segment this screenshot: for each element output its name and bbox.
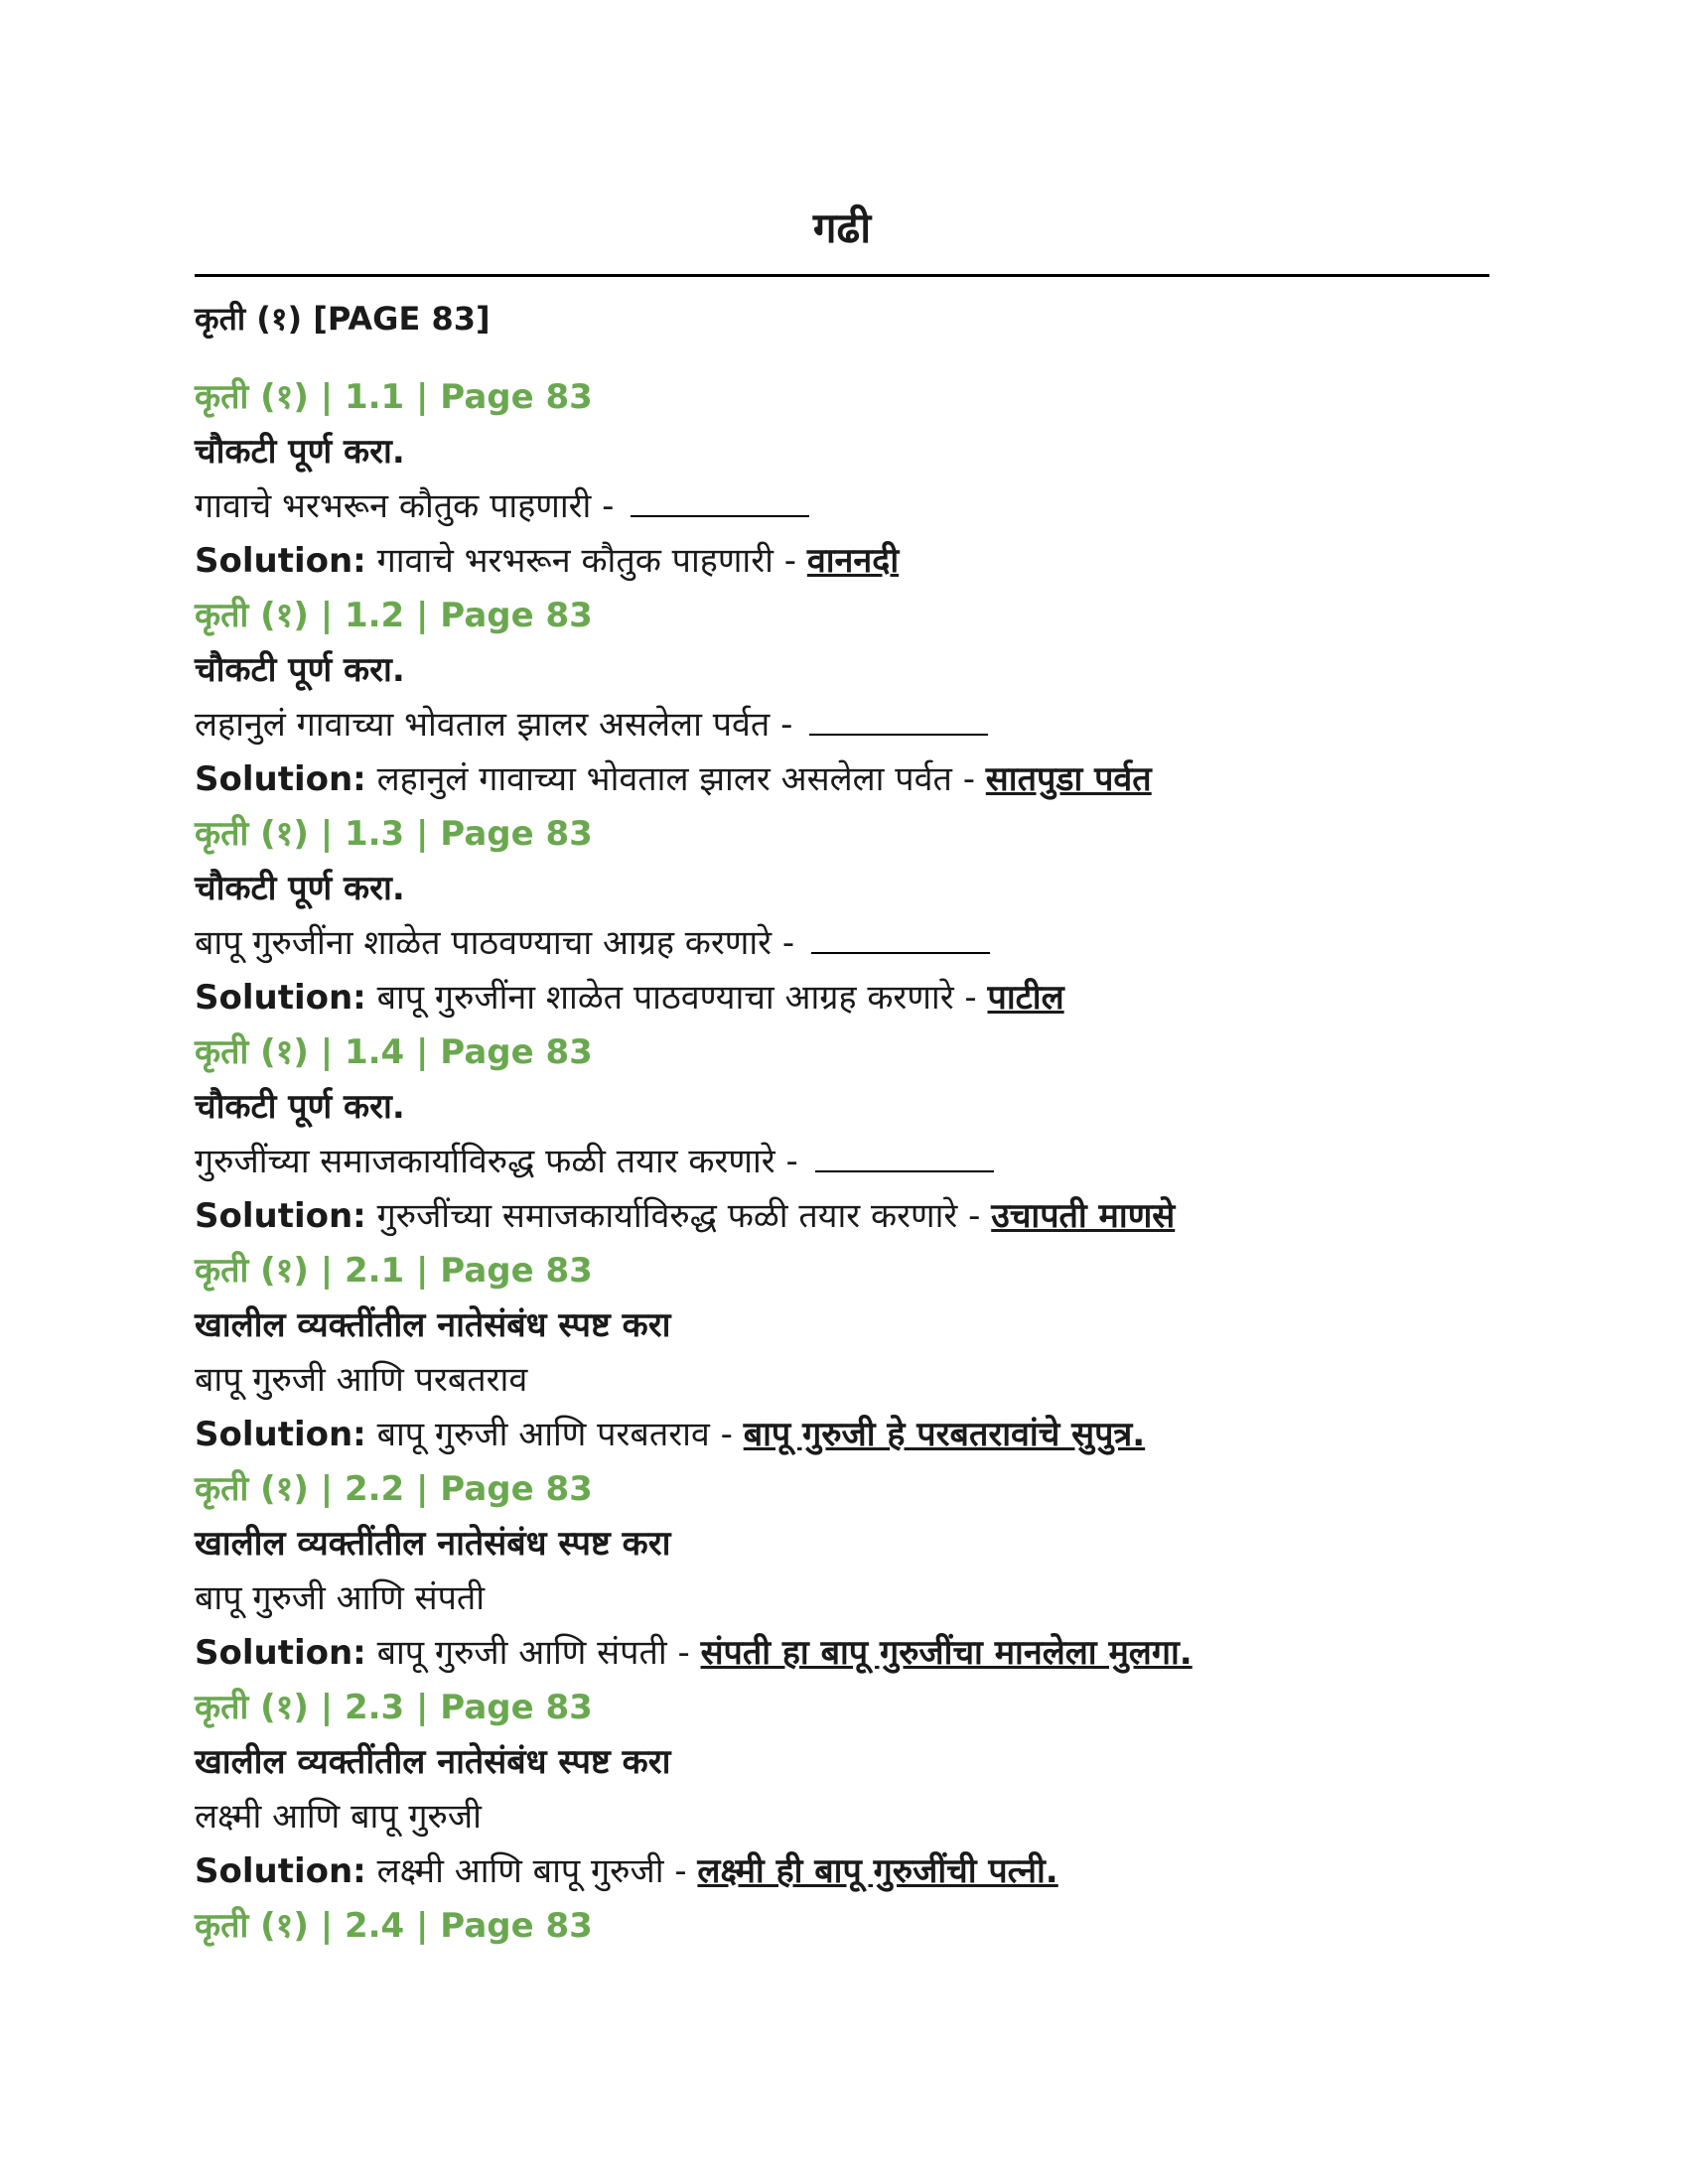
question-instruction: खालील व्यक्तींतील नातेसंबंध स्पष्ट करा	[195, 1742, 671, 1782]
question-item	[195, 807, 1489, 1025]
solution-label: Solution:	[195, 1633, 366, 1673]
question-list	[195, 370, 1489, 1954]
question-reference: कृती (१) | 2.3 | Page 83	[195, 1688, 593, 1727]
question-prompt: गावाचे भरभरून कौतुक पाहणारी -	[195, 486, 626, 526]
solution-line	[195, 971, 1489, 1025]
question-text	[195, 1790, 1489, 1844]
question-instruction: खालील व्यक्तींतील नातेसंबंध स्पष्ट करा	[195, 1524, 671, 1564]
title-divider	[195, 274, 1489, 277]
question-text	[195, 698, 1489, 752]
solution-label: Solution:	[195, 541, 366, 581]
question-text	[195, 1571, 1489, 1626]
question-item	[195, 1025, 1489, 1244]
solution-line	[195, 1844, 1489, 1899]
question-instruction: चौकटी पूर्ण करा.	[195, 432, 405, 472]
question-item	[195, 1681, 1489, 1899]
solution-prompt: गुरुजींच्या समाजकार्याविरुद्ध फळी तयार करणारे -	[365, 1196, 992, 1236]
question-instruction: चौकटी पूर्ण करा.	[195, 869, 405, 908]
question-reference: कृती (१) | 2.2 | Page 83	[195, 1469, 593, 1509]
document-page	[195, 199, 1489, 1954]
solution-answer: संपती हा बापू गुरुजींचा मानलेला मुलगा.	[700, 1633, 1193, 1673]
question-prompt: गुरुजींच्या समाजकार्याविरुद्ध फळी तयार करणारे -	[195, 1142, 809, 1181]
solution-prompt: लहानुलं गावाच्या भोवताल झालर असलेला पर्वत -	[365, 759, 986, 799]
solution-prompt: गावाचे भरभरून कौतुक पाहणारी -	[365, 541, 807, 581]
solution-label: Solution:	[195, 1415, 366, 1454]
question-prompt: लक्ष्मी आणि बापू गुरुजी	[195, 1797, 482, 1837]
question-item	[195, 370, 1489, 589]
question-reference: कृती (१) | 1.4 | Page 83	[195, 1032, 593, 1072]
solution-prompt: बापू गुरुजी आणि संपती -	[365, 1633, 701, 1673]
solution-answer: सातपुडा पर्वत	[985, 759, 1152, 799]
question-prompt: लहानुलं गावाच्या भोवताल झालर असलेला पर्वत -	[195, 705, 804, 745]
solution-answer: लक्ष्मी ही बापू गुरुजींची पत्नी.	[697, 1851, 1058, 1891]
question-instruction: खालील व्यक्तींतील नातेसंबंध स्पष्ट करा	[195, 1305, 671, 1345]
solution-answer: पाटील	[987, 978, 1064, 1018]
answer-blank	[815, 1168, 994, 1172]
question-instruction: चौकटी पूर्ण करा.	[195, 1087, 405, 1127]
section-heading: कृती (१) [PAGE 83]	[195, 300, 491, 338]
question-reference: कृती (१) | 1.3 | Page 83	[195, 814, 593, 854]
question-item	[195, 1462, 1489, 1681]
solution-line	[195, 1626, 1489, 1681]
solution-answer: वाननदी	[806, 541, 900, 581]
solution-line	[195, 752, 1489, 807]
solution-line	[195, 1189, 1489, 1244]
solution-prompt: बापू गुरुजी आणि परबतराव -	[365, 1415, 744, 1454]
answer-blank	[809, 732, 988, 736]
question-text	[195, 479, 1489, 534]
question-item	[195, 1244, 1489, 1462]
solution-prompt: बापू गुरुजींना शाळेत पाठवण्याचा आग्रह करणारे -	[365, 978, 988, 1018]
solution-line	[195, 534, 1489, 589]
question-reference: कृती (१) | 2.4 | Page 83	[195, 1906, 593, 1946]
solution-label: Solution:	[195, 978, 366, 1018]
solution-prompt: लक्ष्मी आणि बापू गुरुजी -	[365, 1851, 698, 1891]
page-title: गढी	[812, 204, 872, 252]
question-item	[195, 589, 1489, 807]
solution-label: Solution:	[195, 759, 366, 799]
solution-answer: उचापती माणसे	[991, 1196, 1176, 1236]
solution-label: Solution:	[195, 1851, 366, 1891]
question-text	[195, 916, 1489, 971]
answer-blank	[631, 513, 809, 517]
question-instruction: चौकटी पूर्ण करा.	[195, 650, 405, 690]
question-prompt: बापू गुरुजी आणि संपती	[195, 1578, 486, 1618]
answer-blank	[811, 950, 990, 954]
solution-label: Solution:	[195, 1196, 366, 1236]
question-reference: कृती (१) | 1.1 | Page 83	[195, 377, 593, 417]
question-reference: कृती (१) | 1.2 | Page 83	[195, 596, 593, 635]
question-reference: कृती (१) | 2.1 | Page 83	[195, 1251, 593, 1291]
question-text	[195, 1135, 1489, 1189]
solution-line	[195, 1408, 1489, 1462]
question-prompt: बापू गुरुजी आणि परबतराव	[195, 1360, 528, 1400]
question-prompt: बापू गुरुजींना शाळेत पाठवण्याचा आग्रह करणारे -	[195, 923, 805, 963]
question-text	[195, 1353, 1489, 1408]
solution-answer: बापू गुरुजी हे परबतरावांचे सुपुत्र.	[743, 1415, 1146, 1454]
